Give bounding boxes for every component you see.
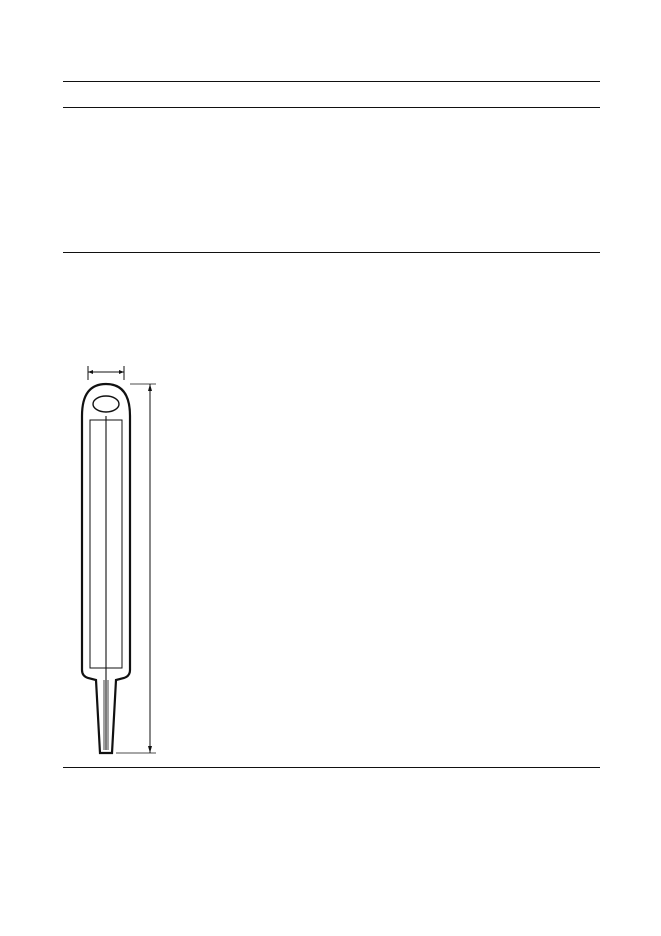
top-rule [63,81,600,82]
length-arrow-bottom [148,746,152,753]
width-arrow-left [88,370,93,374]
section-items [203,370,600,383]
thermometer-head [93,396,119,412]
banner-rule [63,107,600,108]
thermometer-drawing [60,358,200,758]
item-1-1 [203,370,600,383]
width-arrow-right [119,370,124,374]
okp-rule [63,252,600,253]
footer-rule [63,767,600,768]
length-arrow-top [148,384,152,391]
